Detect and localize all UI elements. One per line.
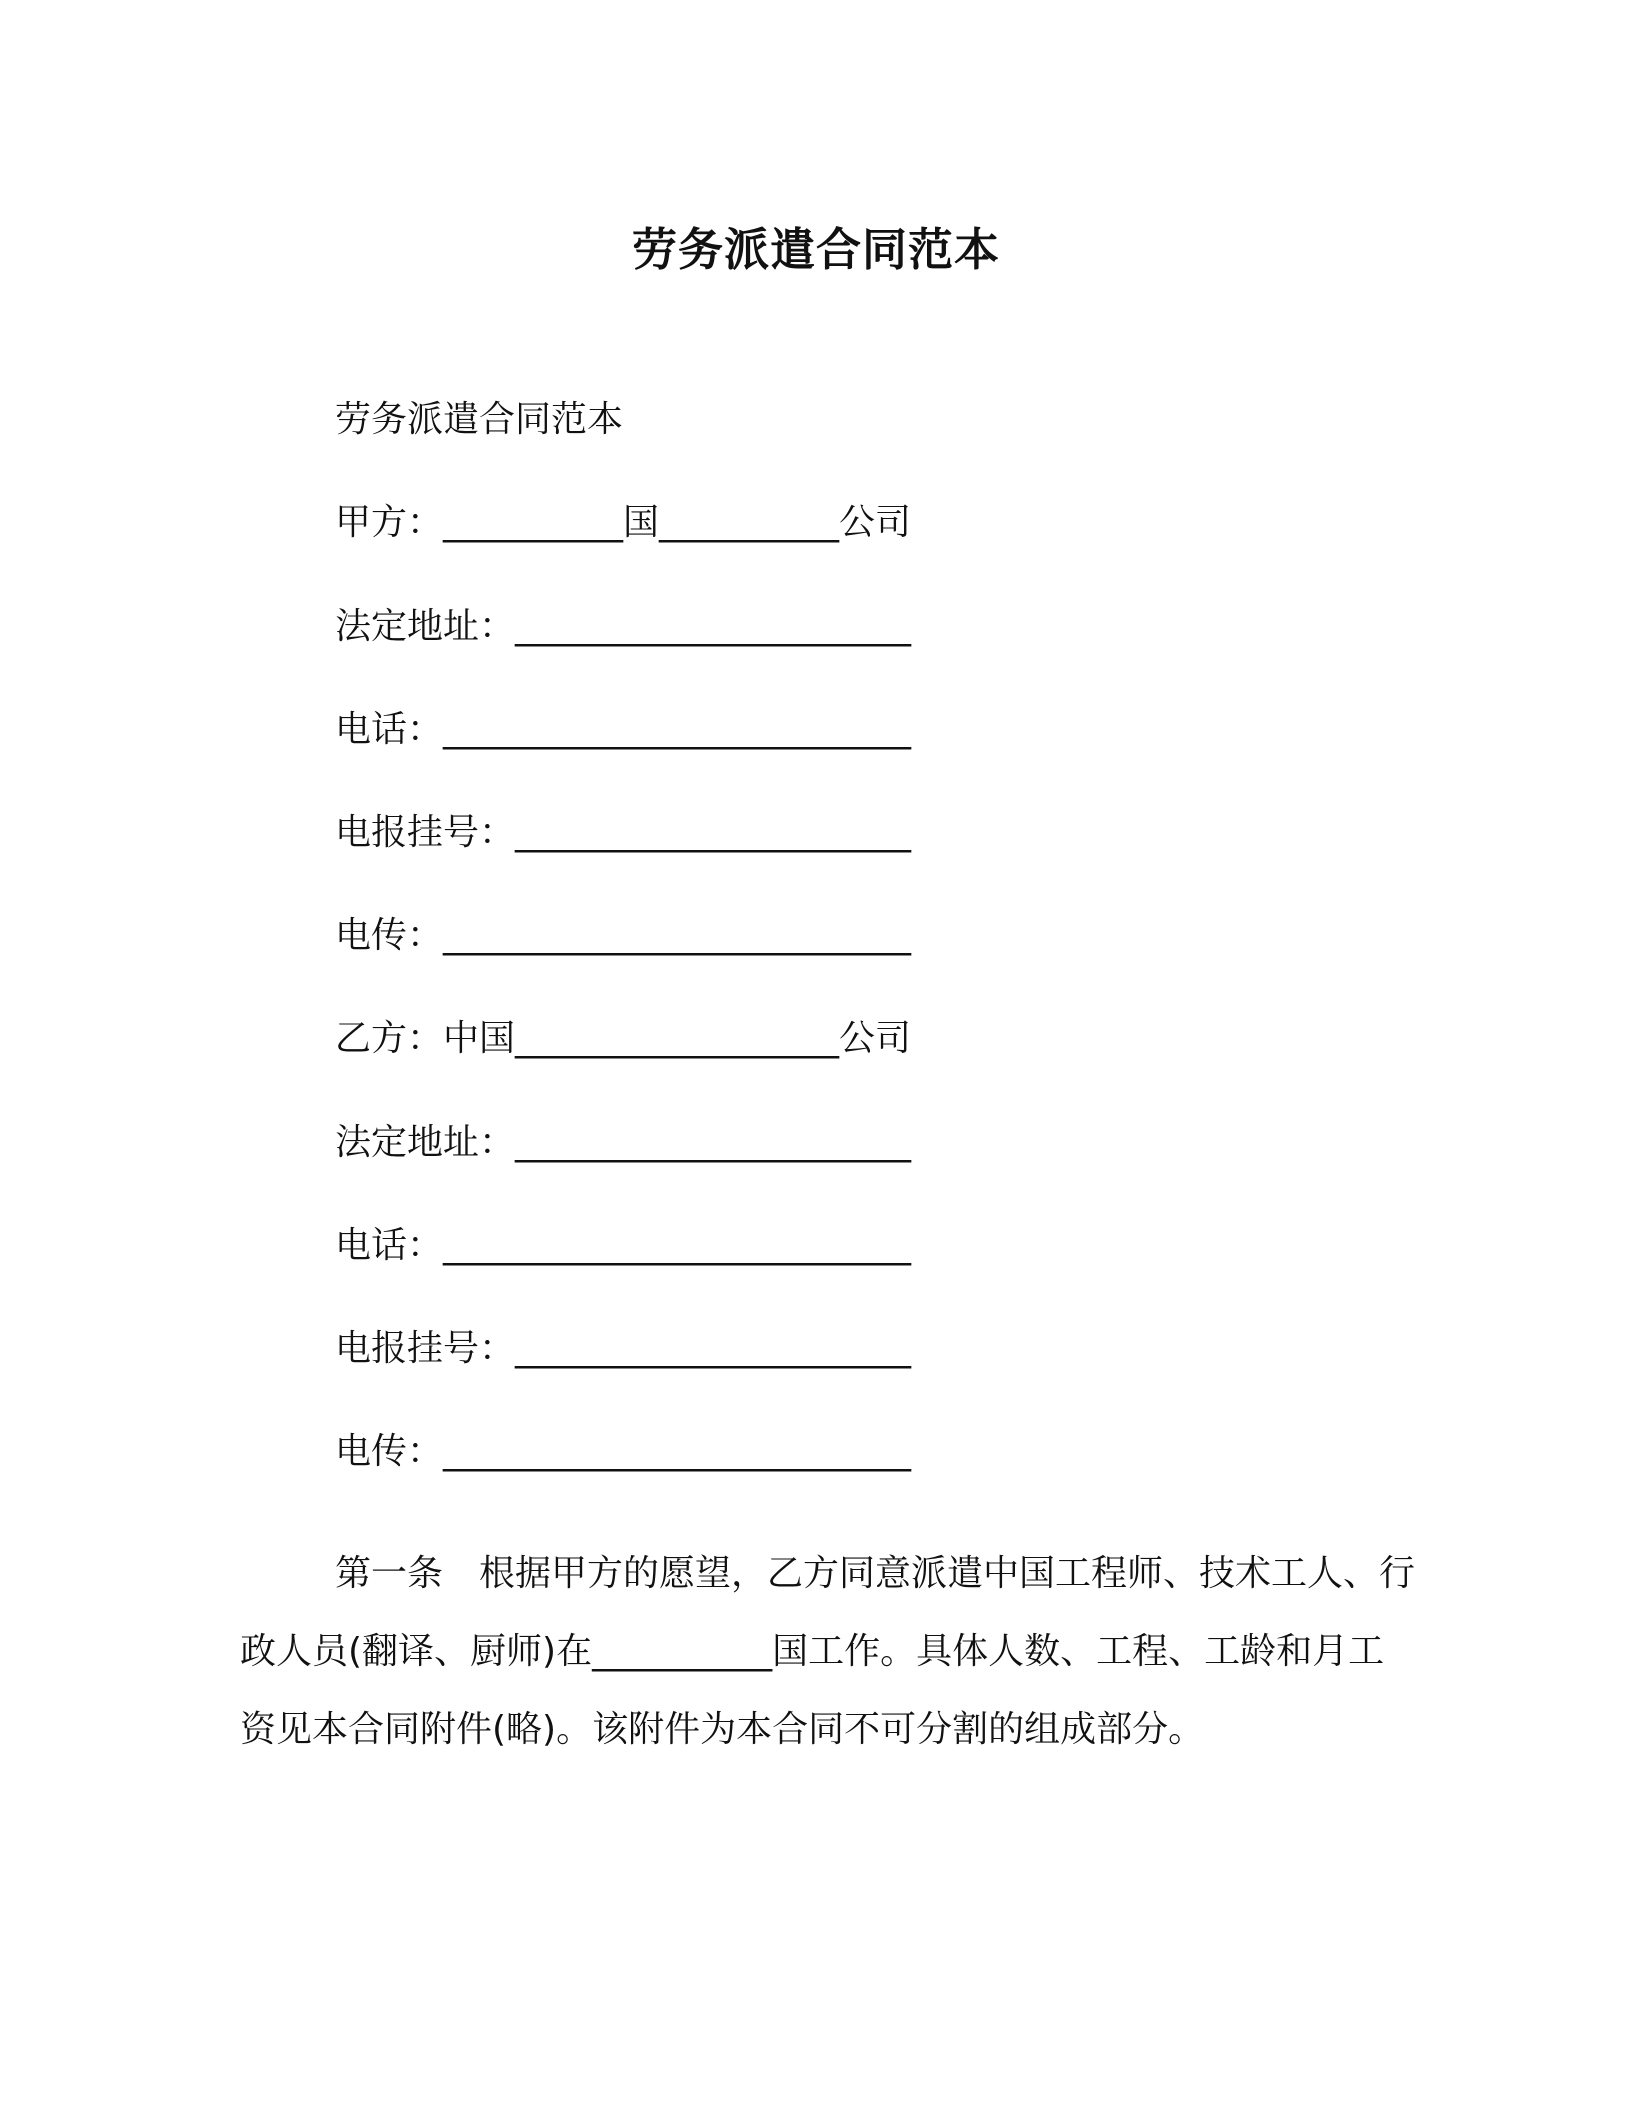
- party-b-company-field: 中国__________________公司: [443, 1018, 912, 1059]
- document-title: 劳务派遣合同范本: [631, 223, 1000, 276]
- article-1-text: 根据甲方的愿望，乙方同意派遣中国工程师、技术工人、行政人员(翻译、厨师)在__________国工作。具体人数、工程、工龄和月工资见本合同附件(略)。该附件为本合同不可分割的组成部分。: [240, 1553, 1416, 1750]
- party-b-telex-field: 电传：__________________________: [335, 1431, 912, 1472]
- party-b-address-field: 法定地址：______________________: [335, 1122, 912, 1163]
- party-a-address-field: 法定地址：______________________: [335, 606, 912, 647]
- party-a-cable-field: 电报挂号：______________________: [335, 812, 912, 853]
- party-a-phone-field: 电话：__________________________: [335, 709, 912, 750]
- party-b-label: 乙方：: [335, 1018, 444, 1059]
- party-a-line: [335, 500, 911, 546]
- party-b-cable-field: 电报挂号：______________________: [335, 1328, 912, 1369]
- party-a-telex-field: 电传：__________________________: [335, 915, 912, 956]
- document-subtitle: 劳务派遣合同范本: [335, 399, 624, 440]
- party-a-company-field: __________国__________公司: [443, 502, 912, 543]
- party-b-line: [335, 1016, 911, 1062]
- party-a-label: 甲方：: [335, 502, 444, 543]
- article-1-paragraph: [240, 1535, 1420, 1769]
- party-b-phone-field: 电话：__________________________: [335, 1225, 912, 1266]
- article-1-number: 第一条: [335, 1553, 444, 1594]
